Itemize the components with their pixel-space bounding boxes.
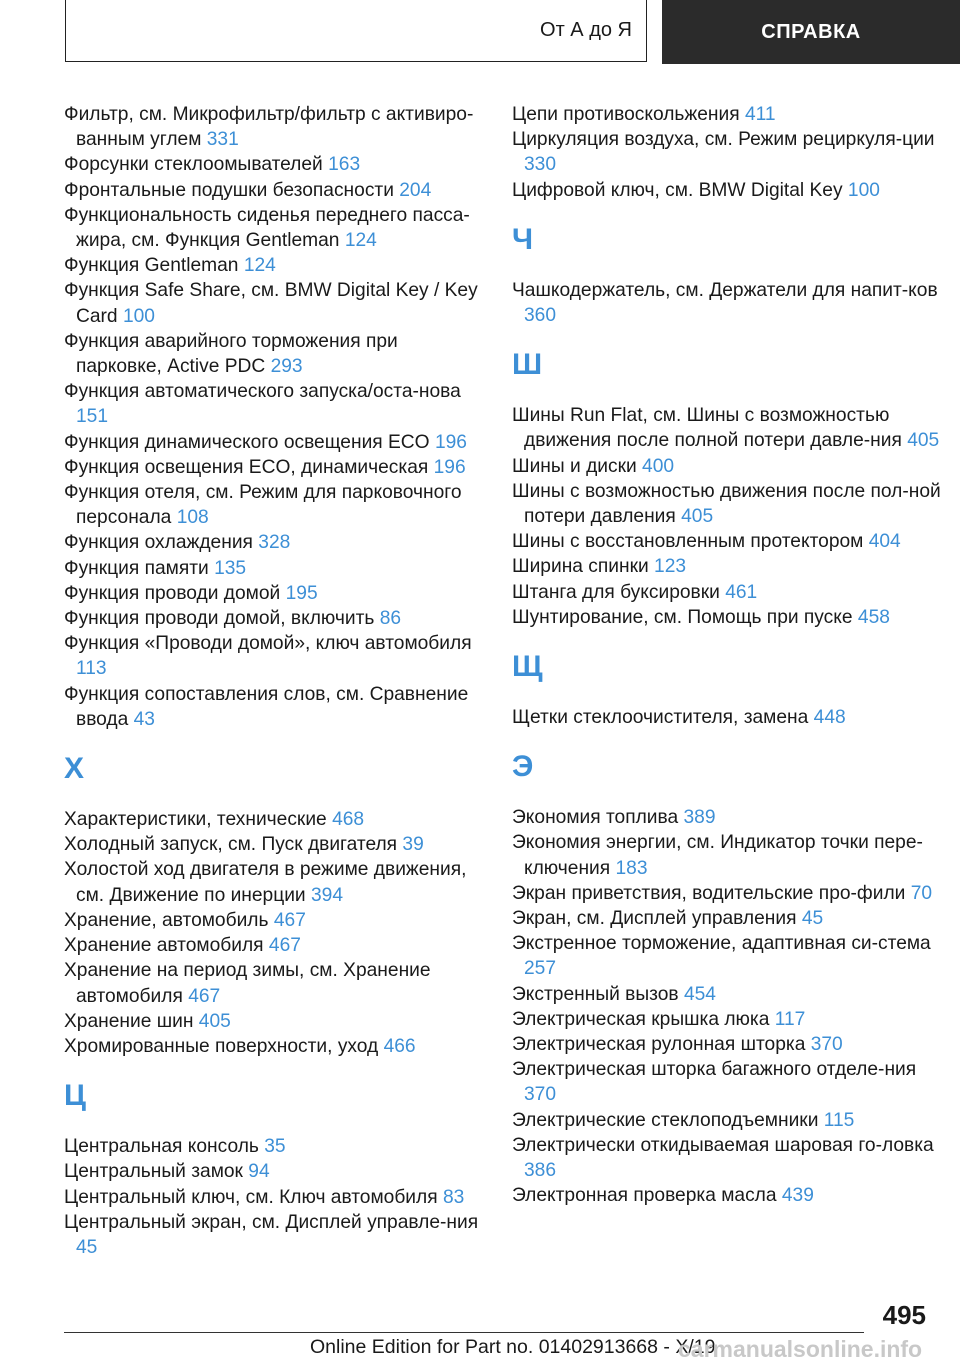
- index-entry-page-link[interactable]: 100: [847, 179, 880, 201]
- index-entry-page-link[interactable]: 183: [615, 857, 648, 879]
- index-entry-page-link[interactable]: 117: [774, 1008, 806, 1030]
- index-entry: [512, 278, 942, 328]
- index-entry-text: Хранение на период зимы, см. Хранение автомобиля: [64, 960, 431, 1007]
- index-entry-text: Функция автоматического запуска/оста-нова: [64, 381, 461, 403]
- index-entry: [64, 253, 484, 278]
- index-entry-page-link[interactable]: 135: [214, 557, 247, 579]
- index-entry-page-link[interactable]: 394: [311, 884, 344, 906]
- index-entry: [512, 881, 942, 906]
- index-entry: [64, 480, 484, 530]
- index-entry-page-link[interactable]: 330: [524, 154, 557, 176]
- index-entry: [64, 178, 484, 203]
- index-entry-text: Функция освещения ECO, динамическая: [64, 456, 429, 478]
- index-entry: [512, 1133, 942, 1183]
- footer-divider: [64, 1332, 864, 1333]
- index-entry: [64, 606, 484, 631]
- index-entry: [512, 554, 942, 579]
- index-entry-page-link[interactable]: 257: [524, 958, 557, 980]
- index-column-left: [64, 102, 484, 1260]
- index-entry: [512, 605, 942, 630]
- index-entry: [512, 830, 942, 880]
- index-entry-page-link[interactable]: 70: [910, 882, 933, 904]
- index-entry-page-link[interactable]: 454: [683, 983, 716, 1005]
- index-entry-page-link[interactable]: 204: [399, 179, 432, 201]
- index-entry-text: Холостой ход двигателя в режиме движения, см. Движение по инерции: [64, 859, 467, 906]
- index-entry-page-link[interactable]: 86: [379, 608, 402, 630]
- index-entry: [64, 203, 484, 253]
- index-section-letter: Ш: [512, 348, 543, 382]
- index-entry-text: Форсунки стеклоомывателей: [64, 154, 323, 176]
- index-entry-text: Экономия энергии, см. Индикатор точки пере-ключения: [512, 832, 923, 879]
- index-entry-text: Центральная консоль: [64, 1136, 259, 1158]
- index-entry-text: Экран приветствия, водительские про-фили: [512, 882, 906, 904]
- tab-reference[interactable]: СПРАВКА: [662, 0, 960, 64]
- index-entry-page-link[interactable]: 360: [524, 305, 557, 327]
- index-entry: [512, 1057, 942, 1107]
- index-entry-page-link[interactable]: 35: [264, 1136, 286, 1158]
- index-entry-text: Функция «Проводи домой», ключ автомобиля: [64, 633, 472, 655]
- index-entry-text: Шины Run Flat, см. Шины с возможностью движения после полной потери давле-ния: [512, 405, 902, 452]
- index-entry: [64, 556, 484, 581]
- header-tabs: [65, 0, 960, 66]
- index-entry-text: Хранение, автомобиль: [64, 909, 269, 931]
- index-entry-text: Фильтр, см. Микрофильтр/фильтр с активиро-ванным углем: [64, 104, 474, 151]
- index-entry-page-link[interactable]: 196: [433, 456, 466, 478]
- index-entry: [64, 1034, 484, 1059]
- index-entry: [512, 127, 942, 177]
- index-entry: [512, 102, 942, 127]
- index-entry-page-link[interactable]: 39: [402, 834, 424, 856]
- index-entry-text: Штанга для буксировки: [512, 581, 720, 603]
- index-entry: [64, 430, 484, 455]
- index-entry: [64, 329, 484, 379]
- index-entry-page-link[interactable]: 400: [642, 455, 675, 477]
- index-entry-text: Шины с восстановленным протектором: [512, 531, 864, 553]
- index-entry: [64, 958, 484, 1008]
- index-entry-text: Циркуляция воздуха, см. Режим рециркуля-ции: [512, 129, 935, 151]
- index-entry-page-link[interactable]: 331: [206, 129, 239, 151]
- index-entry-text: Чашкодержатель, см. Держатели для напит-ков: [512, 279, 938, 301]
- index-entry: [512, 705, 942, 730]
- index-entry-page-link[interactable]: 45: [76, 1236, 98, 1258]
- index-section-letter: Ч: [512, 222, 534, 256]
- index-entry: [64, 379, 484, 429]
- index-entry-text: Экстренное торможение, адаптивная си-стема: [512, 933, 931, 955]
- index-entry-page-link[interactable]: 467: [273, 909, 306, 931]
- index-entry-text: Функция памяти: [64, 557, 209, 579]
- index-entry: [64, 455, 484, 480]
- index-entry: [512, 1032, 942, 1057]
- index-entry: [64, 857, 484, 907]
- index-entry-text: Шины и диски: [512, 455, 637, 477]
- index-entry: [512, 1183, 942, 1208]
- index-entry-page-link[interactable]: 466: [383, 1035, 416, 1057]
- index-entry-page-link[interactable]: 163: [328, 154, 361, 176]
- index-entry-text: Экран, см. Дисплей управления: [512, 908, 797, 930]
- index-entry: [64, 807, 484, 832]
- index-entry: [512, 454, 942, 479]
- index-entry-page-link[interactable]: 386: [524, 1160, 557, 1182]
- index-entry-page-link[interactable]: 124: [344, 230, 377, 252]
- index-entry: [64, 278, 484, 328]
- index-entry-text: Хранение автомобиля: [64, 935, 264, 957]
- index-entry-page-link[interactable]: 439: [781, 1185, 814, 1207]
- index-entry-page-link[interactable]: 468: [332, 809, 365, 831]
- index-entry-text: Центральный замок: [64, 1161, 243, 1183]
- index-section-letter: Х: [64, 752, 85, 786]
- index-entry-text: Центральный ключ, см. Ключ автомобиля: [64, 1186, 438, 1208]
- index-entry-page-link[interactable]: 467: [188, 985, 221, 1007]
- index-entry: [64, 832, 484, 857]
- index-entry-text: Шунтирование, см. Помощь при пуске: [512, 606, 853, 628]
- index-entry-page-link[interactable]: 100: [122, 305, 155, 327]
- index-entry-text: Функция отеля, см. Режим для парковочного персонала: [64, 482, 462, 529]
- index-entry-page-link[interactable]: 389: [683, 807, 716, 829]
- index-section-letter: Ц: [64, 1079, 86, 1113]
- index-entry-page-link[interactable]: 83: [442, 1186, 465, 1208]
- index-entry-page-link[interactable]: 123: [654, 556, 687, 578]
- index-entry-text: Электрически откидываемая шаровая го-ловка: [512, 1134, 934, 1156]
- index-entry-text: Экстренный вызов: [512, 983, 679, 1005]
- index-entry: [64, 682, 484, 732]
- index-entry: [64, 933, 484, 958]
- index-entry-text: Центральный экран, см. Дисплей управле-ния: [64, 1211, 479, 1233]
- index-entry-page-link[interactable]: 115: [823, 1109, 855, 1131]
- index-entry-text: Функция сопоставления слов, см. Сравнение ввода: [64, 683, 469, 730]
- index-entry-text: Функция аварийного торможения при парковке, Active PDC: [64, 330, 398, 378]
- index-entry-page-link[interactable]: 43: [133, 708, 155, 730]
- index-entry: [64, 908, 484, 933]
- index-entry-text: Цифровой ключ, см. BMW Digital Key: [512, 179, 843, 201]
- index-entry-page-link[interactable]: 45: [801, 908, 824, 930]
- index-entry-page-link[interactable]: 113: [76, 658, 107, 680]
- index-entry-text: Функция проводи домой, включить: [64, 608, 375, 630]
- index-entry-text: Ширина спинки: [512, 556, 649, 578]
- index-entry-page-link[interactable]: 467: [268, 935, 301, 957]
- index-entry: [512, 982, 942, 1007]
- page-number: 495: [882, 1300, 926, 1330]
- index-entry-page-link[interactable]: 370: [810, 1034, 843, 1056]
- index-entry-page-link[interactable]: 151: [76, 406, 109, 428]
- index-entry: [512, 529, 942, 554]
- index-entry-text: Хромированные поверхности, уход: [64, 1035, 379, 1057]
- index-entry: [512, 178, 942, 203]
- index-entry-text: Характеристики, технические: [64, 809, 327, 831]
- index-entry: [512, 931, 942, 981]
- index-entry-page-link[interactable]: 448: [813, 707, 846, 729]
- index-entry-text: Щетки стеклоочистителя, замена: [512, 707, 809, 729]
- index-entry-page-link[interactable]: 405: [198, 1010, 231, 1032]
- index-entry-text: Электрическая рулонная шторка: [512, 1034, 806, 1056]
- index-section-letter: Э: [512, 750, 534, 784]
- index-entry: [64, 1134, 484, 1159]
- index-entry-text: Шины с возможностью движения после пол-ной потери давления: [512, 480, 941, 528]
- index-entry: [64, 1185, 484, 1210]
- index-entry-text: Экономия топлива: [512, 807, 679, 829]
- index-entry-text: Цепи противоскольжения: [512, 104, 740, 125]
- index-section-letter: Щ: [512, 650, 543, 684]
- index-entry-page-link[interactable]: 405: [907, 430, 940, 452]
- index-entry-page-link[interactable]: 195: [285, 582, 318, 604]
- index-entry-page-link[interactable]: 461: [725, 581, 758, 603]
- index-entry: [512, 1007, 942, 1032]
- index-entry-text: Функция Gentleman: [64, 255, 239, 277]
- index-entry: [64, 1210, 484, 1260]
- index-entry-text: Электрические стеклоподъемники: [512, 1109, 819, 1131]
- index-entry: [64, 1159, 484, 1184]
- index-entry-page-link[interactable]: 404: [868, 531, 901, 553]
- index-entry: [512, 805, 942, 830]
- index-entry: [512, 906, 942, 931]
- tab-a-to-z[interactable]: От А до Я: [65, 0, 647, 62]
- index-entry: [512, 403, 942, 453]
- index-entry: [64, 530, 484, 555]
- index-entry-text: Функциональность сиденья переднего пасса-жира, см. Функция Gentleman: [64, 204, 470, 252]
- index-entry-text: Электрическая крышка люка: [512, 1008, 770, 1030]
- index-entry: [512, 580, 942, 605]
- index-entry-page-link[interactable]: 328: [258, 532, 291, 554]
- index-entry-text: Функция Safe Share, см. BMW Digital Key / Key Card: [64, 280, 478, 327]
- index-entry-text: Электронная проверка масла: [512, 1185, 777, 1207]
- index-column-right: [512, 102, 942, 1209]
- index-entry: [64, 1009, 484, 1034]
- index-entry-page-link[interactable]: 405: [681, 506, 714, 528]
- index-entry: [64, 102, 484, 152]
- index-entry-page-link[interactable]: 411: [744, 104, 776, 125]
- index-entry-text: Функция охлаждения: [64, 532, 253, 554]
- index-entry-text: Хранение шин: [64, 1010, 194, 1032]
- index-entry-text: Фронтальные подушки безопасности: [64, 179, 394, 201]
- index-entry: [64, 581, 484, 606]
- index-entry-text: Функция динамического освещения ECO: [64, 431, 430, 453]
- index-entry-page-link[interactable]: 108: [176, 507, 209, 529]
- index-entry: [512, 1108, 942, 1133]
- index-entry-text: Электрическая шторка багажного отделе-ния: [512, 1059, 917, 1081]
- index-entry-page-link[interactable]: 293: [270, 356, 303, 378]
- index-entry-page-link[interactable]: 370: [524, 1084, 557, 1106]
- index-entry-page-link[interactable]: 196: [434, 431, 467, 453]
- index-entry: [64, 631, 484, 681]
- index-entry-text: Холодный запуск, см. Пуск двигателя: [64, 834, 398, 856]
- watermark: carmanualsonline.info: [678, 1336, 923, 1362]
- index-entry: [512, 479, 942, 529]
- index-entry-page-link[interactable]: 94: [248, 1161, 270, 1183]
- index-entry-text: Функция проводи домой: [64, 582, 281, 604]
- index-entry: [64, 152, 484, 177]
- index-entry-page-link[interactable]: 458: [857, 606, 890, 628]
- index-entry-page-link[interactable]: 124: [243, 255, 276, 277]
- edition-text: Online Edition for Part no. 01402913668 - X/19: [310, 1336, 716, 1358]
